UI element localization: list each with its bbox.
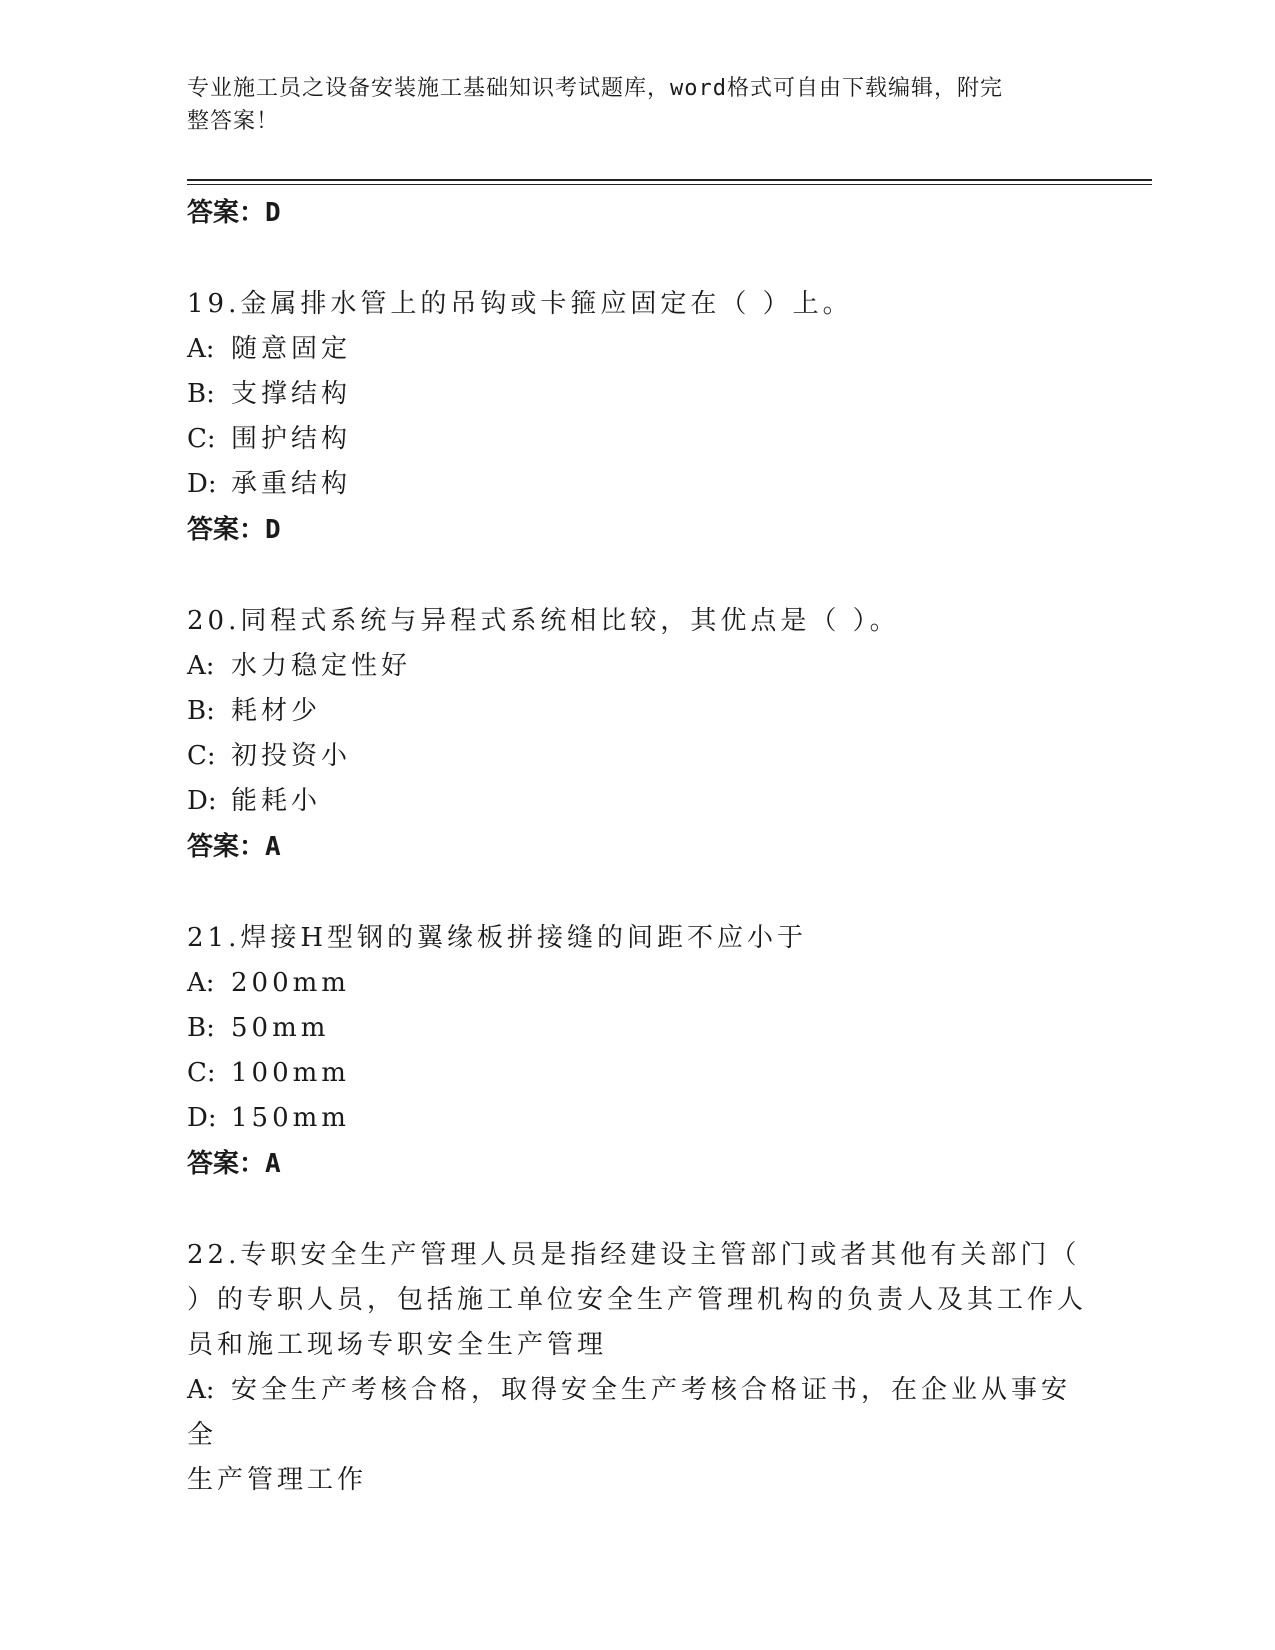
question-block: [187, 282, 1087, 553]
option-text: 承重结构: [231, 469, 352, 499]
option-text: 支撑结构: [231, 379, 352, 409]
header-line-2: 整答案！: [187, 109, 280, 134]
option-text: 能耗小: [231, 786, 322, 816]
question-text: 19.金属排水管上的吊钩或卡箍应固定在（ ）上。: [187, 289, 853, 319]
question-block: [187, 916, 1087, 1187]
option-c: [187, 1051, 1087, 1096]
header-divider-thin: [187, 184, 1152, 185]
option-key: B:: [187, 696, 215, 726]
option-key: D:: [187, 469, 217, 499]
option-key: A:: [187, 968, 215, 998]
option-a: [187, 644, 1087, 689]
question-block: [187, 599, 1087, 870]
header-line-1: 专业施工员之设备安装施工基础知识考试题库，word格式可自由下载编辑，附完: [187, 76, 1003, 101]
option-text: 100mm: [231, 1058, 350, 1088]
page-header: [187, 72, 1057, 138]
option-line: 生产管理工作: [187, 1465, 368, 1495]
option-text: 安全生产考核合格，取得安全生产考核合格证书，在企业从事安全: [187, 1375, 1072, 1450]
option-key: A:: [187, 1375, 215, 1405]
option-text: 随意固定: [231, 334, 352, 364]
option-d: [187, 779, 1087, 824]
option-key: B:: [187, 1013, 215, 1043]
question-text: 21.焊接H型钢的翼缘板拼接缝的间距不应小于: [187, 923, 808, 953]
option-text: 水力稳定性好: [231, 651, 412, 681]
header-divider: [187, 179, 1152, 181]
option-text: 围护结构: [231, 424, 352, 454]
option-key: C:: [187, 1058, 216, 1088]
option-key: A:: [187, 334, 215, 364]
option-a: [187, 1368, 1087, 1503]
question-text: [187, 1233, 1087, 1368]
option-d: [187, 1096, 1087, 1141]
question-block: [187, 1233, 1087, 1503]
option-text: 150mm: [231, 1103, 350, 1133]
answer-line: 答案：A: [187, 1149, 281, 1179]
option-text: 耗材少: [231, 696, 322, 726]
answer-line: 答案：A: [187, 832, 281, 862]
option-key: D:: [187, 1103, 217, 1133]
question-text: 20.同程式系统与异程式系统相比较，其优点是（ ）。: [187, 606, 900, 636]
option-key: C:: [187, 741, 216, 771]
question-text-line: 员和施工现场专职安全生产管理: [187, 1330, 608, 1360]
option-a: [187, 961, 1087, 1006]
option-a: [187, 327, 1087, 372]
option-text: 50mm: [231, 1013, 330, 1043]
option-text: 200mm: [231, 968, 350, 998]
option-b: [187, 372, 1087, 417]
option-text: 初投资小: [231, 741, 352, 771]
option-key: C:: [187, 424, 216, 454]
answer-line: 答案：D: [187, 198, 281, 228]
option-key: D:: [187, 786, 217, 816]
option-d: [187, 462, 1087, 507]
option-key: B:: [187, 379, 215, 409]
question-list: [187, 190, 1087, 1503]
question-text-line: ）的专职人员，包括施工单位安全生产管理机构的负责人及其工作人: [187, 1285, 1088, 1315]
option-line: [187, 1368, 1087, 1458]
question-text-line: 22.专职安全生产管理人员是指经建设主管部门或者其他有关部门（: [187, 1240, 1081, 1270]
option-b: [187, 689, 1087, 734]
answer-line: 答案：D: [187, 515, 281, 545]
option-b: [187, 1006, 1087, 1051]
option-key: A:: [187, 651, 215, 681]
option-c: [187, 734, 1087, 779]
option-c: [187, 417, 1087, 462]
